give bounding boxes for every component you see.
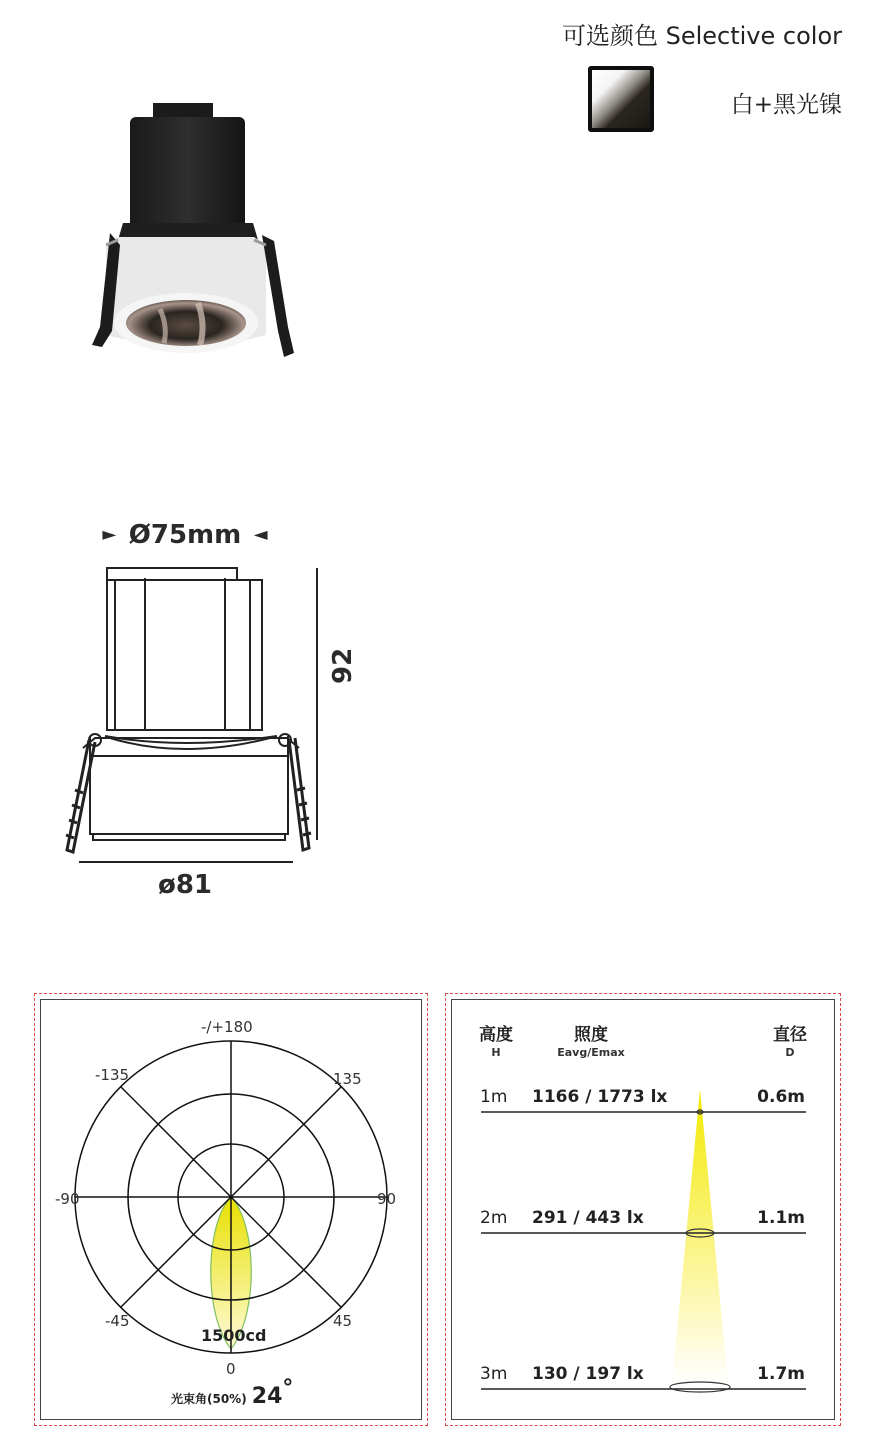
- bottom-diameter-label: ø81: [157, 870, 213, 900]
- color-swatch-white-black-nickel[interactable]: [588, 66, 654, 132]
- header-height-sub: H: [491, 1046, 501, 1059]
- header-illuminance-sub: Eavg/Emax: [557, 1046, 625, 1059]
- row-1-diameter: 0.6m: [757, 1087, 805, 1107]
- angle-label-minus-45: -45: [105, 1312, 130, 1330]
- illuminance-panel: [445, 993, 841, 1426]
- color-option-label: 白+黑光镍: [730, 92, 842, 118]
- intensity-label: 1500cd: [201, 1326, 267, 1345]
- angle-label-minus-135: -135: [95, 1066, 130, 1084]
- row-1-illuminance: 1166 / 1773 lx: [532, 1087, 668, 1107]
- row-2-diameter: 1.1m: [757, 1208, 805, 1228]
- product-photo: [78, 95, 308, 370]
- beam-angle-value: 24: [251, 1384, 283, 1409]
- arrow-left-icon: ◄: [241, 524, 268, 545]
- polar-distribution-panel: [34, 993, 428, 1426]
- angle-label-135: 135: [333, 1070, 362, 1088]
- arrow-right-icon: ►: [102, 524, 129, 545]
- angle-label-45: 45: [333, 1312, 353, 1330]
- dimension-drawing: [55, 560, 330, 870]
- header-diameter-sub: D: [785, 1046, 795, 1059]
- row-3-illuminance: 130 / 197 lx: [532, 1364, 644, 1384]
- angle-label-90: 90: [377, 1190, 397, 1208]
- header-illuminance: 照度: [574, 1025, 608, 1045]
- row-3-height: 3m: [480, 1364, 508, 1384]
- angle-label-180: -/+180: [201, 1018, 253, 1036]
- beam-angle-label: 光束角(50%): [171, 1392, 247, 1406]
- row-2-illuminance: 291 / 443 lx: [532, 1208, 644, 1228]
- degree-unit: °: [282, 1376, 294, 1401]
- angle-label-minus-90: -90: [55, 1190, 80, 1208]
- row-3-diameter: 1.7m: [757, 1364, 805, 1384]
- header-height: 高度: [479, 1025, 513, 1045]
- height-label: 92: [328, 647, 358, 684]
- row-2-height: 2m: [480, 1208, 508, 1228]
- selective-color-title: 可选颜色 Selective color: [561, 22, 842, 50]
- beam-angle: [171, 1376, 294, 1409]
- top-diameter-label: ► Ø75mm ◄: [102, 520, 268, 550]
- angle-label-0: 0: [226, 1360, 236, 1378]
- header-diameter: 直径: [773, 1025, 807, 1045]
- row-1-height: 1m: [480, 1087, 508, 1107]
